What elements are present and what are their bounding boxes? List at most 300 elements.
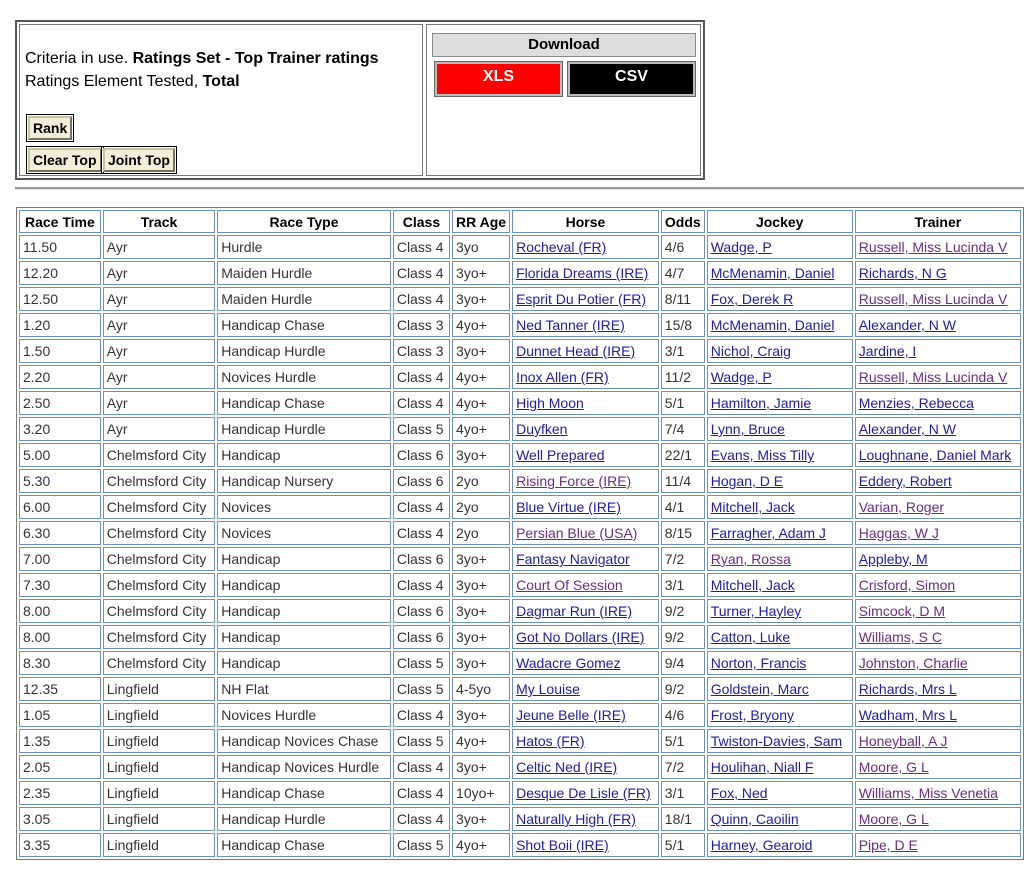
trainer-link[interactable]: Russell, Miss Lucinda V bbox=[858, 291, 1008, 307]
class-cell: Class 4 bbox=[393, 365, 450, 389]
table-row bbox=[19, 807, 1021, 831]
jockey-link[interactable]: Mitchell, Jack bbox=[710, 499, 795, 515]
class-cell: Class 3 bbox=[393, 313, 450, 337]
class-cell: Class 5 bbox=[393, 833, 450, 857]
trainer-link[interactable]: Russell, Miss Lucinda V bbox=[858, 239, 1008, 255]
horse-link[interactable]: Naturally High (FR) bbox=[516, 811, 636, 827]
class-cell: Class 4 bbox=[393, 495, 450, 519]
race-time-cell: 2.50 bbox=[19, 391, 101, 415]
jockey-link[interactable]: Wadge, P bbox=[710, 369, 772, 385]
trainer-cell bbox=[855, 391, 1021, 415]
trainer-link[interactable]: Richards, Mrs L bbox=[858, 681, 957, 697]
jockey-cell bbox=[707, 235, 853, 259]
trainer-cell bbox=[855, 495, 1021, 519]
col-jockey[interactable]: Jockey bbox=[707, 210, 853, 233]
trainer-cell bbox=[855, 339, 1021, 363]
trainer-cell bbox=[855, 651, 1021, 675]
table-row bbox=[19, 729, 1021, 753]
trainer-cell bbox=[855, 677, 1021, 701]
table-row bbox=[19, 313, 1021, 337]
trainer-cell bbox=[855, 313, 1021, 337]
trainer-cell bbox=[855, 469, 1021, 493]
table-row bbox=[19, 495, 1021, 519]
download-title: Download bbox=[432, 33, 696, 57]
race-type-cell: Novices bbox=[217, 521, 391, 545]
jockey-cell bbox=[707, 521, 853, 545]
jockey-link[interactable]: Evans, Miss Tilly bbox=[710, 447, 815, 463]
jockey-cell bbox=[707, 573, 853, 597]
horse-cell bbox=[512, 235, 659, 259]
race-time-cell: 3.35 bbox=[19, 833, 101, 857]
jockey-cell bbox=[707, 807, 853, 831]
track-cell: Lingfield bbox=[103, 781, 215, 805]
horse-cell bbox=[512, 443, 659, 467]
race-type-cell: Maiden Hurdle bbox=[217, 287, 391, 311]
rr-age-cell: 3yo+ bbox=[452, 625, 510, 649]
rr-age-cell: 3yo+ bbox=[452, 547, 510, 571]
class-cell: Class 4 bbox=[393, 807, 450, 831]
jockey-link[interactable]: Nichol, Craig bbox=[710, 343, 791, 359]
jockey-link[interactable]: Wadge, P bbox=[710, 239, 772, 255]
horse-link[interactable]: Dagmar Run (IRE) bbox=[516, 603, 632, 619]
jockey-cell bbox=[707, 755, 853, 779]
table-row bbox=[19, 547, 1021, 571]
horse-cell bbox=[512, 365, 659, 389]
race-time-cell: 11.50 bbox=[19, 235, 101, 259]
trainer-link[interactable]: Simcock, D M bbox=[858, 603, 946, 619]
trainer-cell bbox=[855, 833, 1021, 857]
rr-age-cell: 3yo+ bbox=[452, 287, 510, 311]
horse-link[interactable]: Well Prepared bbox=[516, 447, 605, 463]
rr-age-cell: 3yo+ bbox=[452, 261, 510, 285]
race-time-cell: 3.20 bbox=[19, 417, 101, 441]
trainer-cell bbox=[855, 443, 1021, 467]
track-cell: Ayr bbox=[103, 235, 215, 259]
trainer-cell bbox=[855, 729, 1021, 753]
table-row bbox=[19, 235, 1021, 259]
horse-cell bbox=[512, 625, 659, 649]
ratings-set-value: Ratings Set - Top Trainer ratings bbox=[132, 50, 379, 67]
jockey-cell bbox=[707, 339, 853, 363]
jockey-link[interactable]: Houlihan, Niall F bbox=[710, 759, 814, 775]
odds-cell: 7/4 bbox=[661, 417, 705, 441]
table-row bbox=[19, 755, 1021, 779]
horse-link[interactable]: Inox Allen (FR) bbox=[516, 369, 609, 385]
jockey-link[interactable]: Catton, Luke bbox=[710, 629, 791, 645]
trainer-cell bbox=[855, 599, 1021, 623]
header-row bbox=[19, 210, 1021, 233]
class-cell: Class 4 bbox=[393, 261, 450, 285]
odds-cell: 18/1 bbox=[661, 807, 705, 831]
col-class[interactable]: Class bbox=[393, 210, 450, 233]
class-cell: Class 5 bbox=[393, 729, 450, 753]
class-cell: Class 3 bbox=[393, 339, 450, 363]
horse-link[interactable]: Got No Dollars (IRE) bbox=[516, 629, 645, 645]
rr-age-cell: 2yo bbox=[452, 495, 510, 519]
trainer-link[interactable]: Varian, Roger bbox=[858, 499, 945, 515]
class-cell: Class 5 bbox=[393, 677, 450, 701]
horse-cell bbox=[512, 495, 659, 519]
col-horse[interactable]: Horse bbox=[512, 210, 659, 233]
trainer-cell bbox=[855, 573, 1021, 597]
divider bbox=[15, 187, 1024, 190]
track-cell: Chelmsford City bbox=[103, 521, 215, 545]
rr-age-cell: 3yo+ bbox=[452, 573, 510, 597]
track-cell: Lingfield bbox=[103, 703, 215, 727]
horse-cell bbox=[512, 781, 659, 805]
odds-cell: 3/1 bbox=[661, 339, 705, 363]
horse-link[interactable]: My Louise bbox=[516, 681, 580, 697]
track-cell: Ayr bbox=[103, 261, 215, 285]
track-cell: Chelmsford City bbox=[103, 599, 215, 623]
horse-cell bbox=[512, 833, 659, 857]
race-time-cell: 12.20 bbox=[19, 261, 101, 285]
race-type-cell: Handicap Chase bbox=[217, 833, 391, 857]
jockey-cell bbox=[707, 495, 853, 519]
table-row bbox=[19, 833, 1021, 857]
horse-cell bbox=[512, 677, 659, 701]
rank-button[interactable]: Rank bbox=[28, 116, 72, 140]
rr-age-cell: 3yo+ bbox=[452, 703, 510, 727]
odds-cell: 11/4 bbox=[661, 469, 705, 493]
col-rr-age[interactable]: RR Age bbox=[452, 210, 510, 233]
trainer-link[interactable]: Williams, Miss Venetia bbox=[858, 785, 998, 801]
race-type-cell: Handicap Chase bbox=[217, 391, 391, 415]
race-type-cell: Handicap Novices Chase bbox=[217, 729, 391, 753]
joint-top-button[interactable]: Joint Top bbox=[103, 148, 175, 172]
odds-cell: 9/2 bbox=[661, 677, 705, 701]
criteria-line bbox=[25, 47, 422, 70]
trainer-link[interactable]: Menzies, Rebecca bbox=[858, 395, 974, 411]
race-time-cell: 1.20 bbox=[19, 313, 101, 337]
class-cell: Class 6 bbox=[393, 469, 450, 493]
class-cell: Class 6 bbox=[393, 547, 450, 571]
jockey-link[interactable]: Norton, Francis bbox=[710, 655, 807, 671]
csv-download-button[interactable]: CSV bbox=[568, 62, 695, 96]
race-type-cell: NH Flat bbox=[217, 677, 391, 701]
race-time-cell: 12.35 bbox=[19, 677, 101, 701]
horse-cell bbox=[512, 651, 659, 675]
jockey-link[interactable]: McMenamin, Daniel bbox=[710, 265, 835, 281]
class-cell: Class 4 bbox=[393, 781, 450, 805]
odds-cell: 3/1 bbox=[661, 781, 705, 805]
trainer-link[interactable]: Alexander, N W bbox=[858, 421, 956, 437]
trainer-cell bbox=[855, 287, 1021, 311]
table-row bbox=[19, 651, 1021, 675]
download-box bbox=[426, 24, 701, 176]
class-cell: Class 6 bbox=[393, 625, 450, 649]
rr-age-cell: 4-5yo bbox=[452, 677, 510, 701]
race-time-cell: 5.00 bbox=[19, 443, 101, 467]
race-type-cell: Handicap bbox=[217, 651, 391, 675]
table-row bbox=[19, 573, 1021, 597]
trainer-link[interactable]: Richards, N G bbox=[858, 265, 947, 281]
jockey-cell bbox=[707, 469, 853, 493]
class-cell: Class 6 bbox=[393, 443, 450, 467]
race-time-cell: 1.35 bbox=[19, 729, 101, 753]
track-cell: Chelmsford City bbox=[103, 443, 215, 467]
race-time-cell: 2.20 bbox=[19, 365, 101, 389]
trainer-cell bbox=[855, 807, 1021, 831]
jockey-cell bbox=[707, 417, 853, 441]
race-type-cell: Handicap Nursery bbox=[217, 469, 391, 493]
trainer-cell bbox=[855, 755, 1021, 779]
horse-link[interactable]: Blue Virtue (IRE) bbox=[516, 499, 621, 515]
horse-link[interactable]: Jeune Belle (IRE) bbox=[516, 707, 626, 723]
horse-cell bbox=[512, 573, 659, 597]
clear-top-button[interactable]: Clear Top bbox=[28, 148, 102, 172]
rr-age-cell: 10yo+ bbox=[452, 781, 510, 805]
jockey-link[interactable]: Hamilton, Jamie bbox=[710, 395, 812, 411]
rr-age-cell: 3yo+ bbox=[452, 651, 510, 675]
race-type-cell: Handicap Hurdle bbox=[217, 339, 391, 363]
trainer-link[interactable]: Loughnane, Daniel Mark bbox=[858, 447, 1012, 463]
trainer-link[interactable]: Honeyball, A J bbox=[858, 733, 948, 749]
horse-link[interactable]: Desque De Lisle (FR) bbox=[516, 785, 651, 801]
race-time-cell: 1.05 bbox=[19, 703, 101, 727]
race-type-cell: Handicap Hurdle bbox=[217, 417, 391, 441]
trainer-cell bbox=[855, 261, 1021, 285]
horse-cell bbox=[512, 417, 659, 441]
rr-age-cell: 4yo+ bbox=[452, 833, 510, 857]
horse-link[interactable]: Hatos (FR) bbox=[516, 733, 585, 749]
race-time-cell: 2.05 bbox=[19, 755, 101, 779]
jockey-link[interactable]: Mitchell, Jack bbox=[710, 577, 795, 593]
trainer-cell bbox=[855, 365, 1021, 389]
horse-cell bbox=[512, 547, 659, 571]
horse-cell bbox=[512, 313, 659, 337]
table-row bbox=[19, 391, 1021, 415]
odds-cell: 9/2 bbox=[661, 599, 705, 623]
race-type-cell: Handicap Novices Hurdle bbox=[217, 755, 391, 779]
horse-link[interactable]: Rising Force (IRE) bbox=[516, 473, 632, 489]
class-cell: Class 4 bbox=[393, 755, 450, 779]
race-type-cell: Handicap bbox=[217, 625, 391, 649]
trainer-cell bbox=[855, 521, 1021, 545]
jockey-cell bbox=[707, 703, 853, 727]
horse-link[interactable]: Court Of Session bbox=[516, 577, 623, 593]
horse-cell bbox=[512, 391, 659, 415]
trainer-cell bbox=[855, 235, 1021, 259]
class-cell: Class 5 bbox=[393, 417, 450, 441]
odds-cell: 5/1 bbox=[661, 391, 705, 415]
xls-download-button[interactable]: XLS bbox=[435, 62, 562, 96]
horse-link[interactable]: Fantasy Navigator bbox=[516, 551, 630, 567]
race-time-cell: 8.30 bbox=[19, 651, 101, 675]
track-cell: Chelmsford City bbox=[103, 495, 215, 519]
track-cell: Ayr bbox=[103, 313, 215, 337]
odds-cell: 22/1 bbox=[661, 443, 705, 467]
horse-cell bbox=[512, 287, 659, 311]
odds-cell: 5/1 bbox=[661, 729, 705, 753]
horse-cell bbox=[512, 339, 659, 363]
trainer-link[interactable]: Jardine, I bbox=[858, 343, 917, 359]
rr-age-cell: 4yo+ bbox=[452, 729, 510, 753]
table-row bbox=[19, 677, 1021, 701]
race-type-cell: Hurdle bbox=[217, 235, 391, 259]
class-cell: Class 4 bbox=[393, 235, 450, 259]
table-row bbox=[19, 261, 1021, 285]
class-cell: Class 4 bbox=[393, 287, 450, 311]
race-type-cell: Handicap Chase bbox=[217, 313, 391, 337]
trainer-link[interactable]: Crisford, Simon bbox=[858, 577, 956, 593]
odds-cell: 4/6 bbox=[661, 703, 705, 727]
odds-cell: 11/2 bbox=[661, 365, 705, 389]
jockey-cell bbox=[707, 287, 853, 311]
odds-cell: 4/7 bbox=[661, 261, 705, 285]
race-time-cell: 8.00 bbox=[19, 625, 101, 649]
table-row bbox=[19, 521, 1021, 545]
col-trainer[interactable]: Trainer bbox=[855, 210, 1021, 233]
race-type-cell: Handicap bbox=[217, 443, 391, 467]
odds-cell: 4/1 bbox=[661, 495, 705, 519]
race-type-cell: Maiden Hurdle bbox=[217, 261, 391, 285]
trainer-link[interactable]: Johnston, Charlie bbox=[858, 655, 968, 671]
jockey-cell bbox=[707, 833, 853, 857]
element-prefix: Ratings Element Tested, bbox=[25, 73, 203, 90]
track-cell: Ayr bbox=[103, 365, 215, 389]
col-odds[interactable]: Odds bbox=[661, 210, 705, 233]
jockey-link[interactable]: Farragher, Adam J bbox=[710, 525, 826, 541]
rr-age-cell: 4yo+ bbox=[452, 365, 510, 389]
jockey-link[interactable]: Fox, Ned bbox=[710, 785, 768, 801]
jockey-link[interactable]: Fox, Derek R bbox=[710, 291, 794, 307]
jockey-link[interactable]: Lynn, Bruce bbox=[710, 421, 785, 437]
odds-cell: 8/11 bbox=[661, 287, 705, 311]
jockey-link[interactable]: Frost, Bryony bbox=[710, 707, 794, 723]
odds-cell: 8/15 bbox=[661, 521, 705, 545]
track-cell: Lingfield bbox=[103, 755, 215, 779]
horse-link[interactable]: Persian Blue (USA) bbox=[516, 525, 638, 541]
trainer-link[interactable]: Williams, S C bbox=[858, 629, 942, 645]
horse-link[interactable]: Ned Tanner (IRE) bbox=[516, 317, 625, 333]
horse-link[interactable]: Duyfken bbox=[516, 421, 568, 437]
jockey-cell bbox=[707, 391, 853, 415]
jockey-link[interactable]: McMenamin, Daniel bbox=[710, 317, 835, 333]
race-type-cell: Handicap Chase bbox=[217, 781, 391, 805]
trainer-link[interactable]: Appleby, M bbox=[858, 551, 928, 567]
horse-link[interactable]: Shot Boii (IRE) bbox=[516, 837, 609, 853]
horse-cell bbox=[512, 261, 659, 285]
class-cell: Class 5 bbox=[393, 651, 450, 675]
horse-link[interactable]: Florida Dreams (IRE) bbox=[516, 265, 649, 281]
rr-age-cell: 3yo+ bbox=[452, 599, 510, 623]
jockey-link[interactable]: Hogan, D E bbox=[710, 473, 784, 489]
table-row bbox=[19, 287, 1021, 311]
horse-cell bbox=[512, 521, 659, 545]
rr-age-cell: 4yo+ bbox=[452, 417, 510, 441]
jockey-cell bbox=[707, 313, 853, 337]
jockey-cell bbox=[707, 443, 853, 467]
horse-link[interactable]: Rocheval (FR) bbox=[516, 239, 607, 255]
table-row bbox=[19, 417, 1021, 441]
jockey-link[interactable]: Goldstein, Marc bbox=[710, 681, 809, 697]
rr-age-cell: 3yo+ bbox=[452, 807, 510, 831]
col-track[interactable]: Track bbox=[103, 210, 215, 233]
table-row bbox=[19, 781, 1021, 805]
trainer-link[interactable]: Haggas, W J bbox=[858, 525, 939, 541]
horse-link[interactable]: Wadacre Gomez bbox=[516, 655, 621, 671]
rr-age-cell: 3yo bbox=[452, 235, 510, 259]
odds-cell: 5/1 bbox=[661, 833, 705, 857]
odds-cell: 9/4 bbox=[661, 651, 705, 675]
track-cell: Lingfield bbox=[103, 729, 215, 753]
jockey-link[interactable]: Quinn, Caoilin bbox=[710, 811, 799, 827]
odds-cell: 7/2 bbox=[661, 547, 705, 571]
jockey-cell bbox=[707, 547, 853, 571]
jockey-cell bbox=[707, 261, 853, 285]
trainer-link[interactable]: Russell, Miss Lucinda V bbox=[858, 369, 1008, 385]
race-type-cell: Novices Hurdle bbox=[217, 703, 391, 727]
race-time-cell: 8.00 bbox=[19, 599, 101, 623]
horse-link[interactable]: Dunnet Head (IRE) bbox=[516, 343, 636, 359]
col-race-type[interactable]: Race Type bbox=[217, 210, 391, 233]
jockey-link[interactable]: Twiston-Davies, Sam bbox=[710, 733, 843, 749]
track-cell: Lingfield bbox=[103, 833, 215, 857]
trainer-link[interactable]: Wadham, Mrs L bbox=[858, 707, 957, 723]
trainer-cell bbox=[855, 417, 1021, 441]
trainer-link[interactable]: Pipe, D E bbox=[858, 837, 918, 853]
race-time-cell: 6.30 bbox=[19, 521, 101, 545]
jockey-cell bbox=[707, 365, 853, 389]
table-row bbox=[19, 443, 1021, 467]
element-line bbox=[25, 70, 422, 93]
race-time-cell: 6.00 bbox=[19, 495, 101, 519]
class-cell: Class 4 bbox=[393, 573, 450, 597]
trainer-link[interactable]: Eddery, Robert bbox=[858, 473, 952, 489]
table-row bbox=[19, 469, 1021, 493]
trainer-link[interactable]: Alexander, N W bbox=[858, 317, 956, 333]
odds-cell: 9/2 bbox=[661, 625, 705, 649]
horse-cell bbox=[512, 807, 659, 831]
jockey-cell bbox=[707, 651, 853, 675]
race-type-cell: Handicap bbox=[217, 547, 391, 571]
jockey-cell bbox=[707, 625, 853, 649]
race-time-cell: 3.05 bbox=[19, 807, 101, 831]
horse-link[interactable]: Celtic Ned (IRE) bbox=[516, 759, 618, 775]
rr-age-cell: 4yo+ bbox=[452, 391, 510, 415]
race-time-cell: 7.30 bbox=[19, 573, 101, 597]
jockey-link[interactable]: Ryan, Rossa bbox=[710, 551, 791, 567]
horse-link[interactable]: High Moon bbox=[516, 395, 584, 411]
jockey-link[interactable]: Harney, Gearoid bbox=[710, 837, 813, 853]
criteria-box bbox=[19, 24, 423, 176]
col-race-time[interactable]: Race Time bbox=[19, 210, 101, 233]
jockey-link[interactable]: Turner, Hayley bbox=[710, 603, 802, 619]
track-cell: Lingfield bbox=[103, 807, 215, 831]
trainer-link[interactable]: Moore, G L bbox=[858, 759, 929, 775]
horse-cell bbox=[512, 755, 659, 779]
table-row bbox=[19, 703, 1021, 727]
element-value: Total bbox=[202, 73, 240, 90]
track-cell: Chelmsford City bbox=[103, 547, 215, 571]
track-cell: Chelmsford City bbox=[103, 469, 215, 493]
race-type-cell: Handicap bbox=[217, 599, 391, 623]
trainer-link[interactable]: Moore, G L bbox=[858, 811, 929, 827]
table-row bbox=[19, 365, 1021, 389]
rr-age-cell: 3yo+ bbox=[452, 755, 510, 779]
class-cell: Class 6 bbox=[393, 599, 450, 623]
track-cell: Lingfield bbox=[103, 677, 215, 701]
horse-cell bbox=[512, 729, 659, 753]
horse-cell bbox=[512, 703, 659, 727]
table-row bbox=[19, 625, 1021, 649]
track-cell: Ayr bbox=[103, 417, 215, 441]
horse-link[interactable]: Esprit Du Potier (FR) bbox=[516, 291, 646, 307]
track-cell: Chelmsford City bbox=[103, 625, 215, 649]
class-cell: Class 4 bbox=[393, 703, 450, 727]
rr-age-cell: 2yo bbox=[452, 469, 510, 493]
